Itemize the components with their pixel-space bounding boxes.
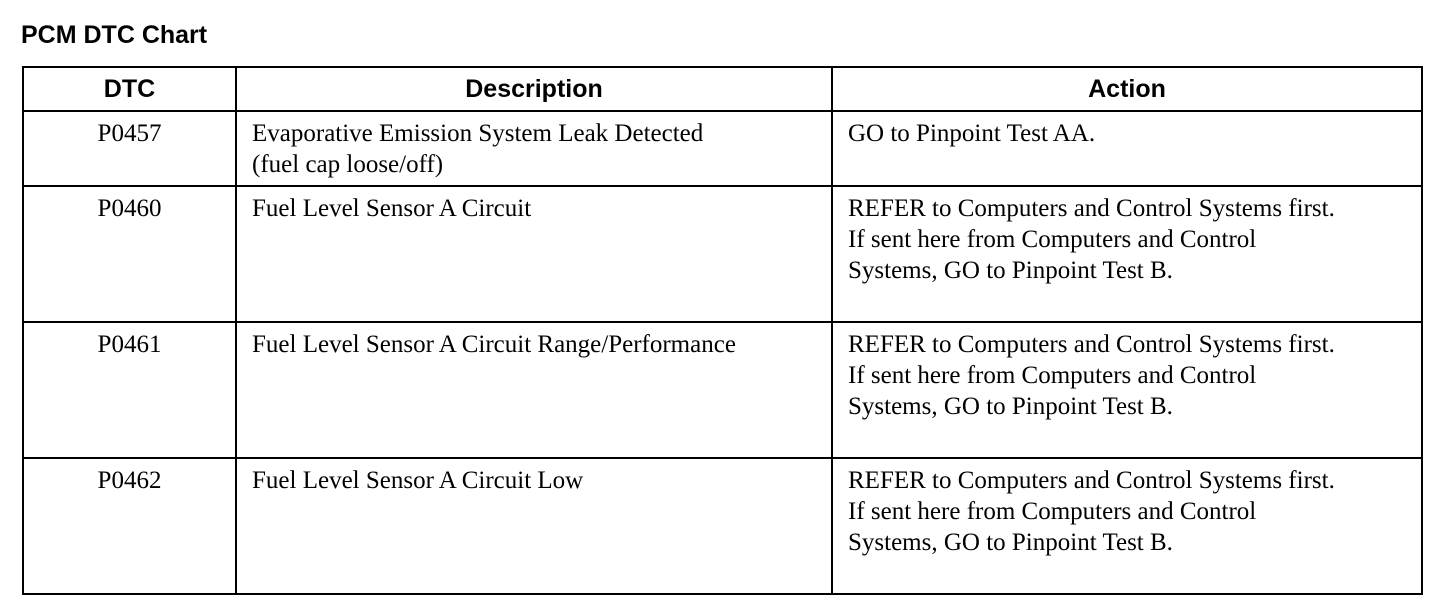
description-cell	[236, 322, 832, 458]
action-line: If sent here from Computers and Control	[848, 226, 1257, 253]
description-line: Evaporative Emission System Leak Detected	[252, 120, 704, 147]
dtc-table	[22, 66, 1423, 595]
action-line: Systems, GO to Pinpoint Test B.	[848, 257, 1173, 284]
action-line: GO to Pinpoint Test AA.	[848, 120, 1096, 147]
description-line: (fuel cap loose/off)	[252, 151, 444, 178]
header-action: Action	[832, 67, 1422, 111]
description-line: Fuel Level Sensor A Circuit	[252, 195, 532, 222]
description-cell	[236, 186, 832, 322]
action-line: Systems, GO to Pinpoint Test B.	[848, 393, 1173, 420]
action-line: REFER to Computers and Control Systems first.	[848, 331, 1335, 358]
header-description: Description	[236, 67, 832, 111]
action-line: REFER to Computers and Control Systems first.	[848, 195, 1335, 222]
table-row	[23, 322, 1422, 458]
table-row	[23, 186, 1422, 322]
action-line: Systems, GO to Pinpoint Test B.	[848, 529, 1173, 556]
table-row	[23, 111, 1422, 186]
table-row	[23, 458, 1422, 594]
description-line: Fuel Level Sensor A Circuit Range/Performance	[252, 331, 736, 358]
action-cell	[832, 322, 1422, 458]
table-header-row	[23, 67, 1422, 111]
action-line: If sent here from Computers and Control	[848, 362, 1257, 389]
dtc-code-cell: P0461	[23, 322, 236, 458]
header-dtc: DTC	[23, 67, 236, 111]
description-cell	[236, 111, 832, 186]
dtc-code-cell: P0460	[23, 186, 236, 322]
dtc-code-cell: P0462	[23, 458, 236, 594]
dtc-code-cell: P0457	[23, 111, 236, 186]
description-line: Fuel Level Sensor A Circuit Low	[252, 467, 584, 494]
action-cell	[832, 111, 1422, 186]
action-line: If sent here from Computers and Control	[848, 498, 1257, 525]
action-cell	[832, 186, 1422, 322]
action-cell	[832, 458, 1422, 594]
action-line: REFER to Computers and Control Systems first.	[848, 467, 1335, 494]
description-cell	[236, 458, 832, 594]
chart-title: PCM DTC Chart	[21, 21, 208, 49]
